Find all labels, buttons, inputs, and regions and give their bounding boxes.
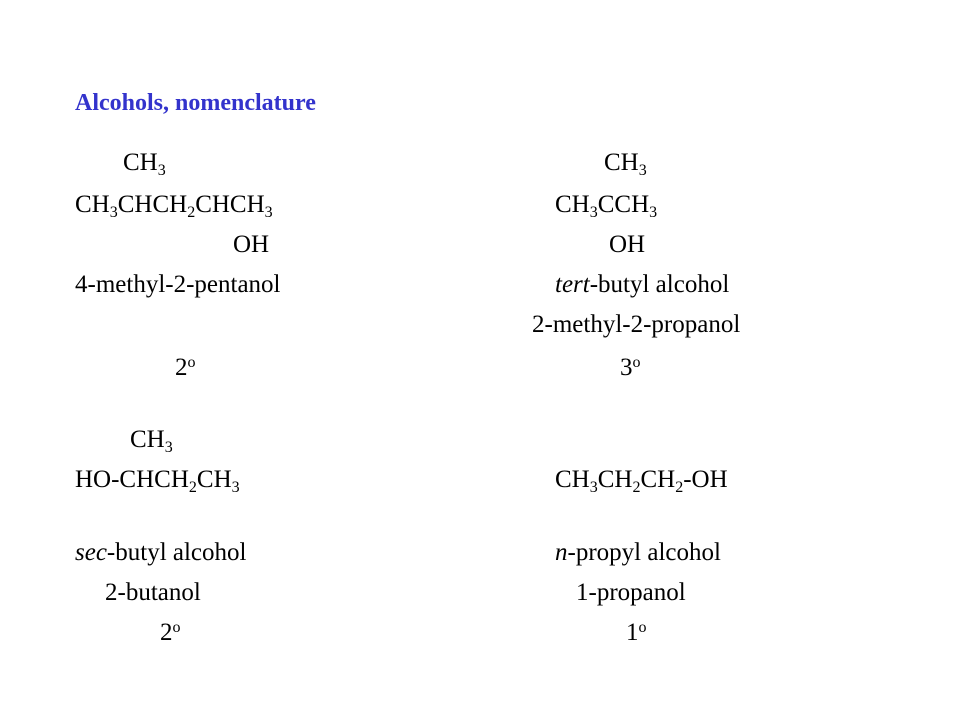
compound-3-name: sec-butyl alcohol — [75, 539, 247, 566]
compound-1-degree: 2$^o$ — [175, 354, 196, 381]
compound-2-degree: 3$^o$ — [620, 354, 641, 381]
compound-4-formula: $CH_3CH_2CH_2-OH$ — [555, 466, 728, 496]
compound-1-formula: $CH_3CHCH_2CHCH_3$ — [75, 191, 273, 221]
compound-2-formula: $CH_3CCH_3$ — [555, 191, 658, 221]
compound-3-alt-name: 2-butanol — [105, 579, 201, 606]
compound-4-name: n-propyl alcohol — [555, 539, 721, 566]
page-title: Alcohols, nomenclature — [75, 90, 316, 116]
compound-3-branch-methyl: $CH_3$ — [130, 426, 173, 456]
compound-2-alt-name: 2-methyl-2-propanol — [532, 311, 741, 338]
compound-2-branch-methyl: $CH_3$ — [604, 149, 647, 179]
compound-4-alt-name: 1-propanol — [576, 579, 686, 606]
compound-3-formula: $HO-CHCH_2CH_3$ — [75, 466, 240, 496]
compound-1-name: 4-methyl-2-pentanol — [75, 271, 281, 298]
compound-4-degree: 1$^o$ — [626, 619, 647, 646]
compound-3-degree: 2$^o$ — [160, 619, 181, 646]
compound-1-hydroxyl: OH — [233, 231, 270, 258]
compound-2-hydroxyl: OH — [609, 231, 646, 258]
compound-1-branch-methyl: $CH_3$ — [123, 149, 166, 179]
compound-2-name: tert-butyl alcohol — [555, 271, 730, 298]
